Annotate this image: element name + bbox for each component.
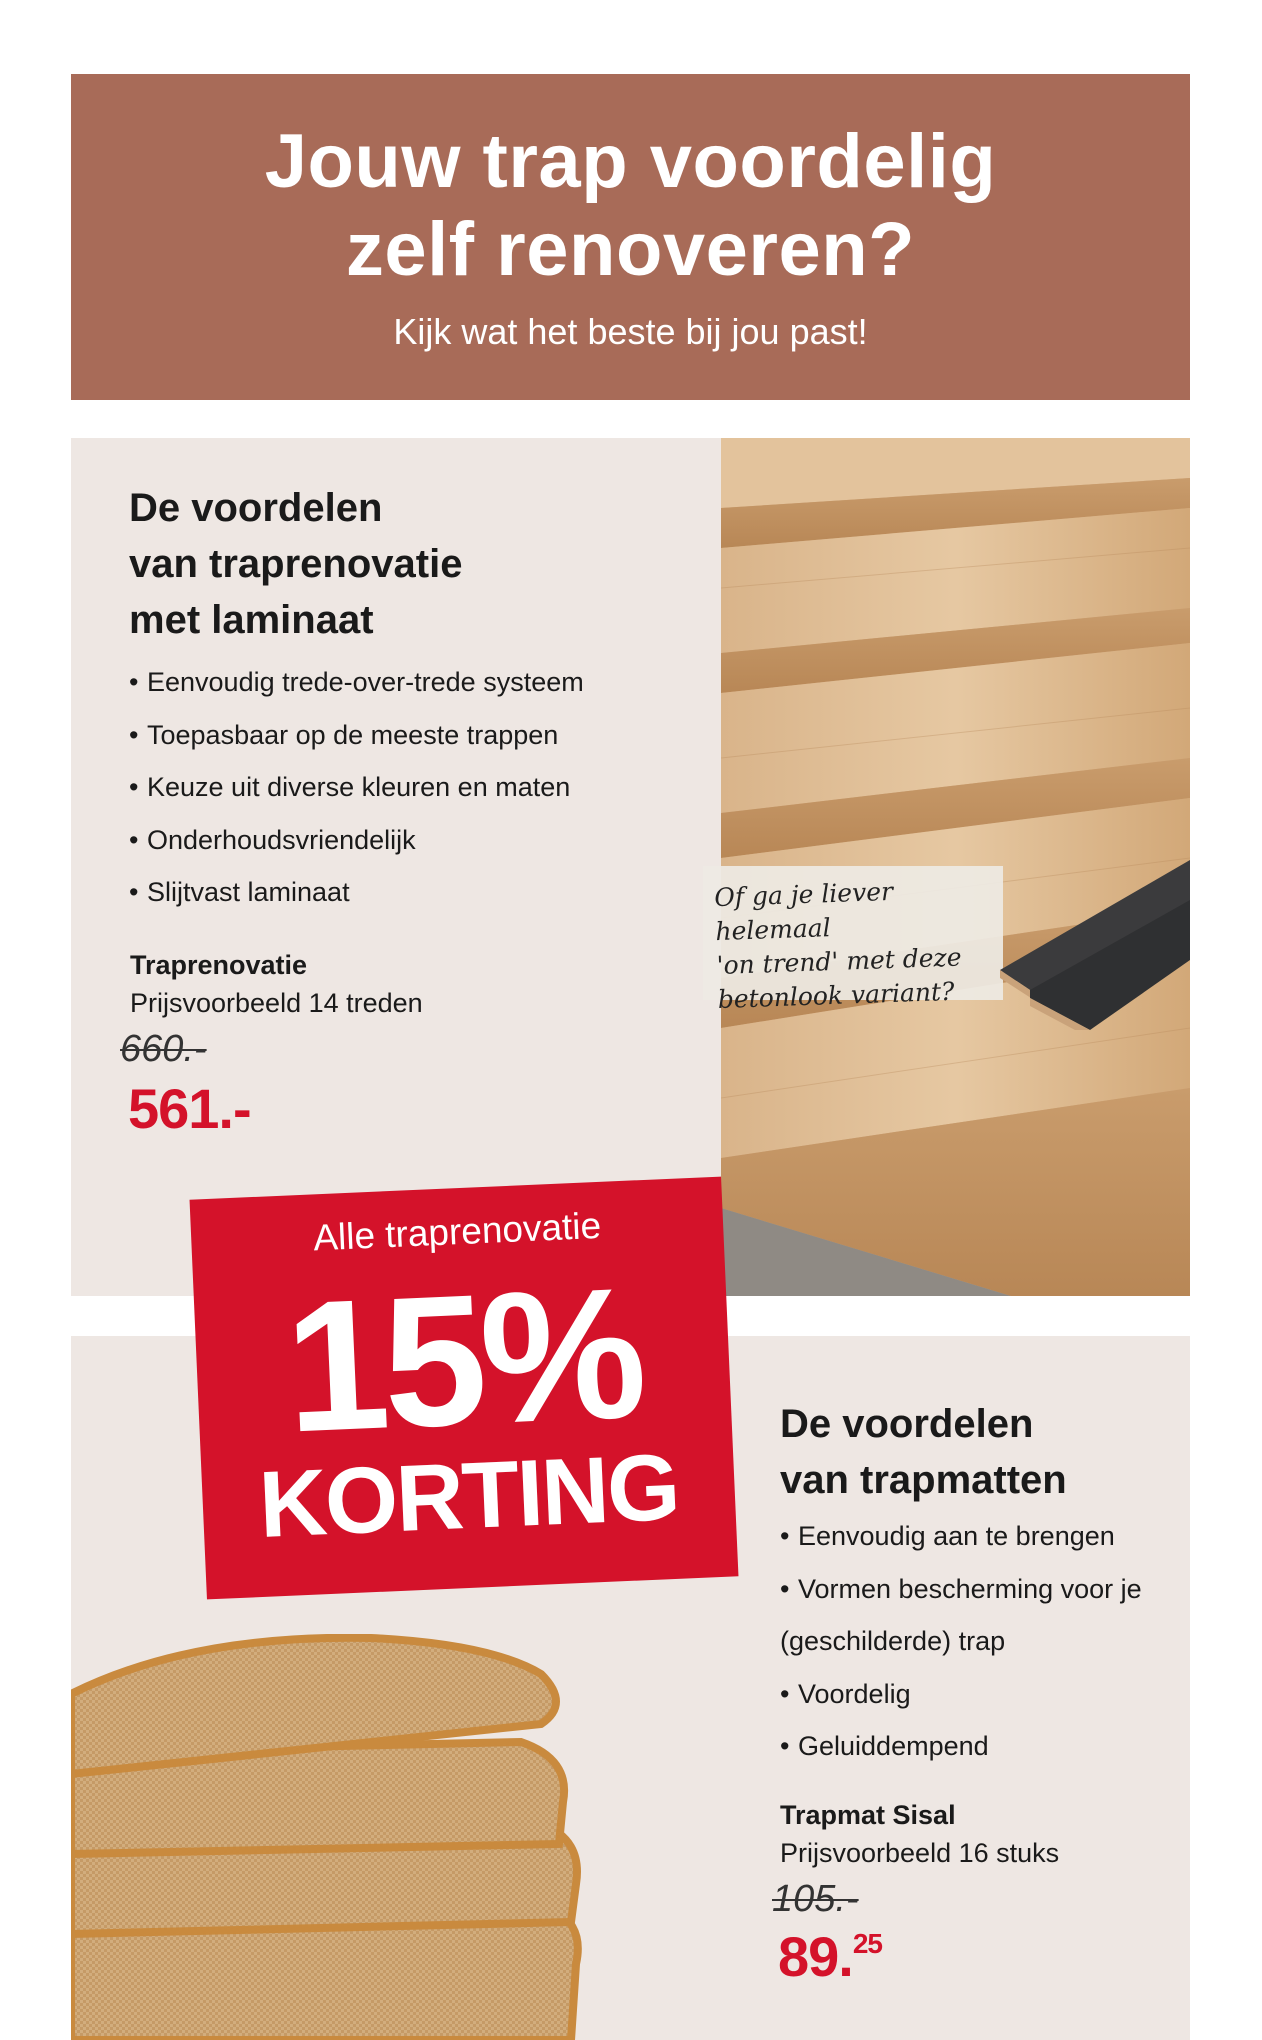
mats-title bbox=[780, 1396, 1067, 1508]
laminate-title bbox=[129, 480, 462, 648]
laminate-new-price: 561.- bbox=[128, 1077, 251, 1140]
list-item: • Eenvoudig aan te brengen bbox=[780, 1521, 1115, 1551]
laminate-product-desc: Prijsvoorbeeld 14 treden bbox=[130, 988, 423, 1018]
mats-product-desc: Prijsvoorbeeld 16 stuks bbox=[780, 1838, 1060, 1868]
hero-title-line1: Jouw trap voordelig bbox=[264, 119, 997, 204]
laminate-title-line2: van traprenovatie bbox=[129, 542, 463, 586]
badge-percentage: 15% bbox=[281, 1249, 645, 1472]
laminate-product-name: Traprenovatie bbox=[130, 950, 308, 980]
mats-new-price: 89.25 bbox=[778, 1925, 883, 1988]
hero-title bbox=[71, 118, 1190, 294]
hero-title-line2: zelf renoveren? bbox=[345, 207, 916, 292]
list-item: • Eenvoudig trede-over-trede systeem bbox=[129, 667, 584, 697]
hero-subtitle: Kijk wat het beste bij jou past! bbox=[393, 311, 868, 352]
list-item: • Vormen bescherming voor je bbox=[780, 1573, 1142, 1604]
laminate-title-line1: De voordelen bbox=[129, 486, 383, 530]
laminate-title-line3: met laminaat bbox=[129, 598, 374, 642]
badge-top-text: Alle traprenovatie bbox=[312, 1204, 602, 1259]
list-item: • Geluiddempend bbox=[780, 1731, 989, 1761]
list-item: (geschilderde) trap bbox=[780, 1626, 1006, 1656]
hero-banner bbox=[71, 74, 1190, 400]
handwritten-note: Of ga je liever helemaal 'on trend' met deze betonlook variant? bbox=[713, 876, 962, 1015]
mats-product-name: Trapmat Sisal bbox=[780, 1800, 956, 1830]
list-item: • Voordelig bbox=[780, 1678, 911, 1709]
sisal-mats-photo bbox=[71, 1634, 631, 2040]
laminate-old-price: 660.- bbox=[120, 1028, 207, 1070]
mats-old-price: 105.- bbox=[772, 1878, 859, 1920]
mats-title-line1: De voordelen bbox=[780, 1402, 1034, 1446]
mats-title-line2: van trapmatten bbox=[780, 1458, 1067, 1502]
list-item: • Toepasbaar op de meeste trappen bbox=[129, 719, 559, 750]
laminate-benefits-list bbox=[129, 656, 584, 919]
list-item: • Slijtvast laminaat bbox=[129, 877, 350, 907]
mats-benefits-list bbox=[780, 1510, 1142, 1773]
badge-korting: KORTING bbox=[256, 1433, 681, 1557]
list-item: • Onderhoudsvriendelijk bbox=[129, 824, 416, 855]
discount-badge bbox=[190, 1177, 739, 1600]
concrete-tile-sample bbox=[980, 850, 1190, 1030]
list-item: • Keuze uit diverse kleuren en maten bbox=[129, 772, 571, 802]
